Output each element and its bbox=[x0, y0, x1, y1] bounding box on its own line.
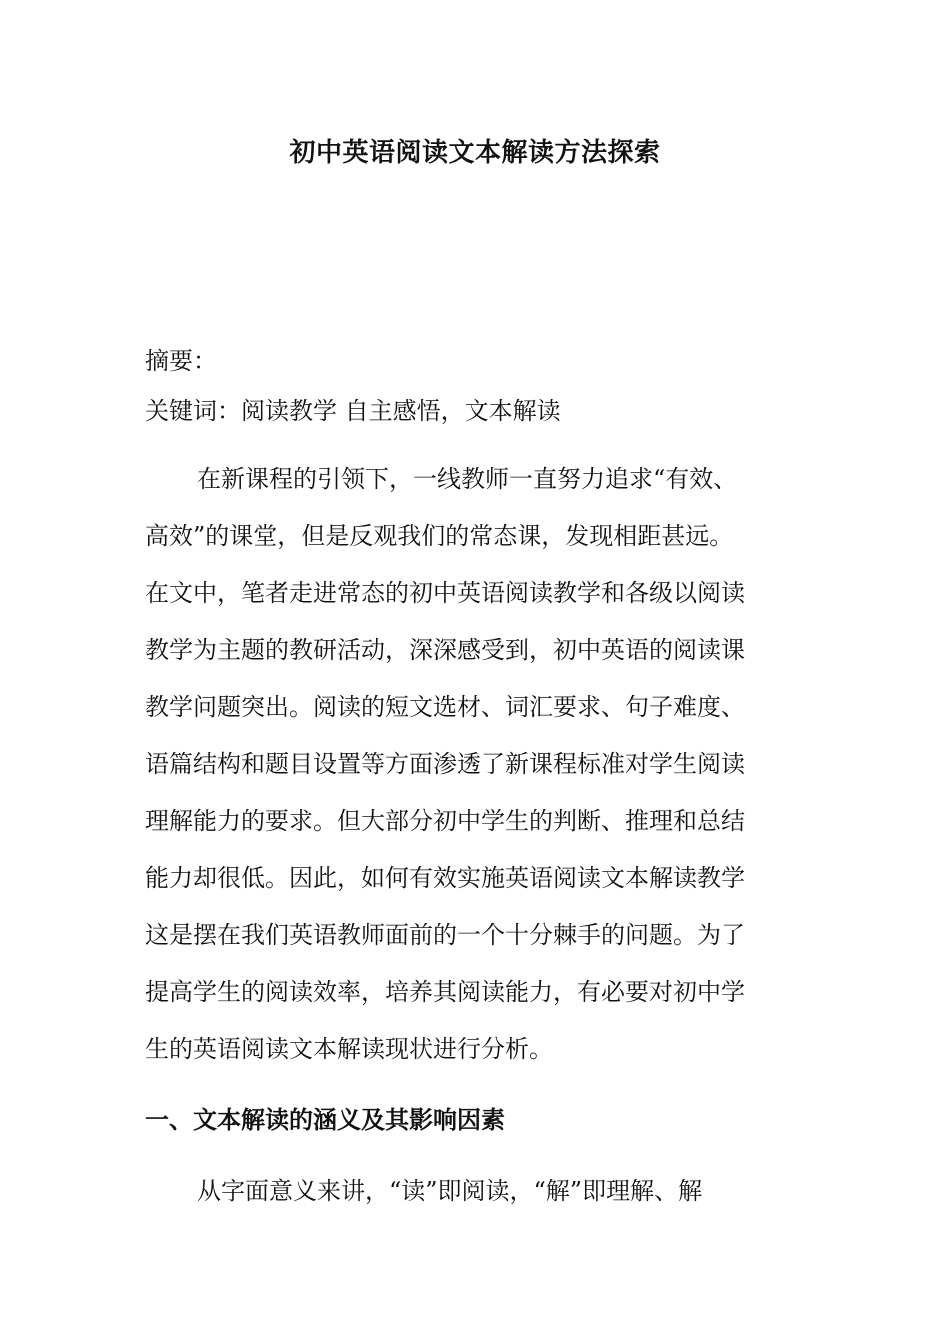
paragraph-line: 提高学生的阅读效率，培养其阅读能力，有必要对初中学 bbox=[145, 978, 745, 1006]
paragraph-line: 从字面意义来讲，“读”即阅读，“解”即理解、解 bbox=[197, 1177, 703, 1205]
paragraph-line: 语篇结构和题目设置等方面渗透了新课程标准对学生阅读 bbox=[145, 750, 745, 778]
paragraph-line: 教学问题突出。阅读的短文选材、词汇要求、句子难度、 bbox=[145, 693, 745, 721]
document-title: 初中英语阅读文本解读方法探索 bbox=[289, 138, 661, 168]
paragraph-line: 理解能力的要求。但大部分初中学生的判断、推理和总结 bbox=[145, 807, 745, 835]
paragraph-line: 高效”的课堂，但是反观我们的常态课，发现相距甚远。 bbox=[145, 522, 734, 550]
paragraph-line: 在文中，笔者走进常态的初中英语阅读教学和各级以阅读 bbox=[145, 579, 745, 607]
keywords-line: 关键词：阅读教学 自主感悟，文本解读 bbox=[145, 397, 561, 425]
paragraph-line: 这是摆在我们英语教师面前的一个十分棘手的问题。为了 bbox=[145, 921, 745, 949]
abstract-label: 摘要： bbox=[145, 347, 217, 375]
paragraph-line: 生的英语阅读文本解读现状进行分析。 bbox=[145, 1035, 553, 1063]
paragraph-line: 在新课程的引领下，一线教师一直努力追求“有效、 bbox=[197, 465, 738, 493]
section-heading: 一、文本解读的涵义及其影响因素 bbox=[145, 1105, 505, 1134]
paragraph-line: 教学为主题的教研活动，深深感受到，初中英语的阅读课 bbox=[145, 636, 745, 664]
paragraph-line: 能力却很低。因此，如何有效实施英语阅读文本解读教学 bbox=[145, 864, 745, 892]
